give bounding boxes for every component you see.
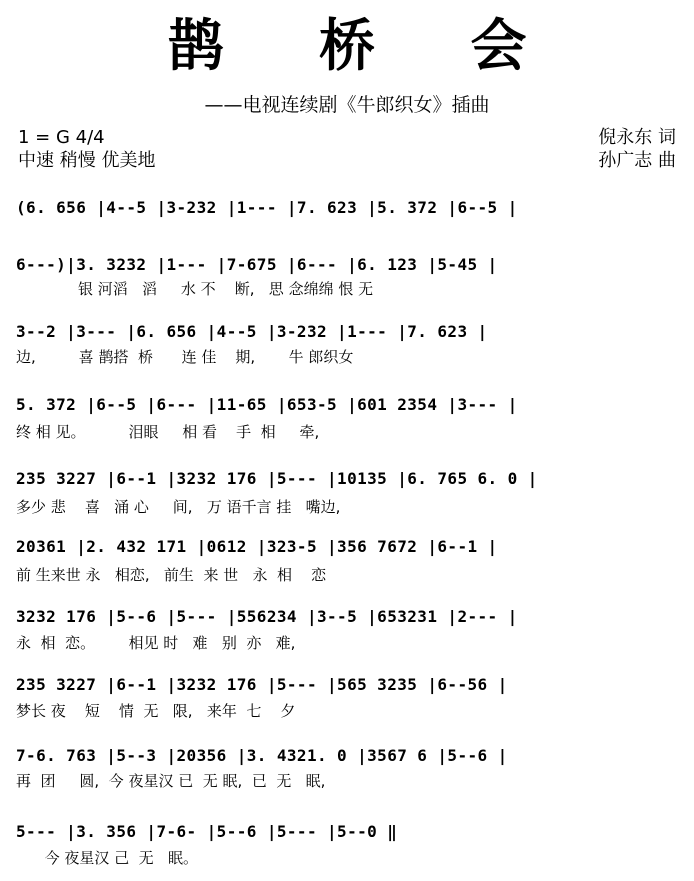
song-subtitle: ——电视连续剧《牛郎织女》插曲 <box>204 94 490 116</box>
score-notes-line: 6---)|3. 3232 |1--- |7-675 |6--- |6. 123 |5-45 | <box>16 255 498 274</box>
score-notes-line: 235 3227 |6--1 |3232 176 |5--- |10135 |6. 765 6. 0 | <box>16 469 538 488</box>
score-lyrics-line: 多少 悲 喜 涌 心 间, 万 语千言 挂 嘴边, <box>16 498 341 516</box>
key-signature: 1 = G 4/4 <box>18 127 105 148</box>
lyricist-credit: 倪永东 词 <box>598 127 676 148</box>
score-notes-line: 20361 |2. 432 171 |0612 |323-5 |356 7672 |6--1 | <box>16 537 498 556</box>
score-lyrics-line: 永 相 恋。 相见 时 难 别 亦 难, <box>16 634 296 652</box>
tempo-marking: 中速 稍慢 优美地 <box>18 150 156 171</box>
score-notes-line: 5. 372 |6--5 |6--- |11-65 |653-5 |601 2354 |3--- | <box>16 395 518 414</box>
score-notes-line: 7-6. 763 |5--3 |20356 |3. 4321. 0 |3567 6 |5--6 | <box>16 746 508 765</box>
score-notes-line: 3232 176 |5--6 |5--- |556234 |3--5 |653231 |2--- | <box>16 607 518 626</box>
score-notes-line: 235 3227 |6--1 |3232 176 |5--- |565 3235 |6--56 | <box>16 675 508 694</box>
score-notes-line: 3--2 |3--- |6. 656 |4--5 |3-232 |1--- |7. 623 | <box>16 322 488 341</box>
score-notes-line: 5--- |3. 356 |7-6- |5--6 |5--- |5--0 ‖ <box>16 822 398 841</box>
score-lyrics-line: 梦长 夜 短 情 无 限, 来年 七 夕 <box>16 702 296 720</box>
score-lyrics-line: 银 河滔 滔 水 不 断, 思 念绵绵 恨 无 <box>16 280 374 298</box>
score-lyrics-line: 终 相 见。 泪眼 相 看 手 相 牵, <box>16 423 320 441</box>
score-lyrics-line: 边, 喜 鹊搭 桥 连 佳 期, 牛 郎织女 <box>16 348 354 366</box>
score-lyrics-line: 今 夜星汉 己 无 眠。 <box>16 849 198 867</box>
song-title: 鹊 桥 会 <box>167 13 565 79</box>
score-notes-line: (6. 656 |4--5 |3-232 |1--- |7. 623 |5. 372 |6--5 | <box>16 198 518 217</box>
score-lyrics-line: 再 团 圆, 今 夜星汉 已 无 眠, 已 无 眠, <box>16 772 326 790</box>
composer-credit: 孙广志 曲 <box>598 150 676 171</box>
score-lyrics-line: 前 生来世 永 相恋, 前生 来 世 永 相 恋 <box>16 566 327 584</box>
